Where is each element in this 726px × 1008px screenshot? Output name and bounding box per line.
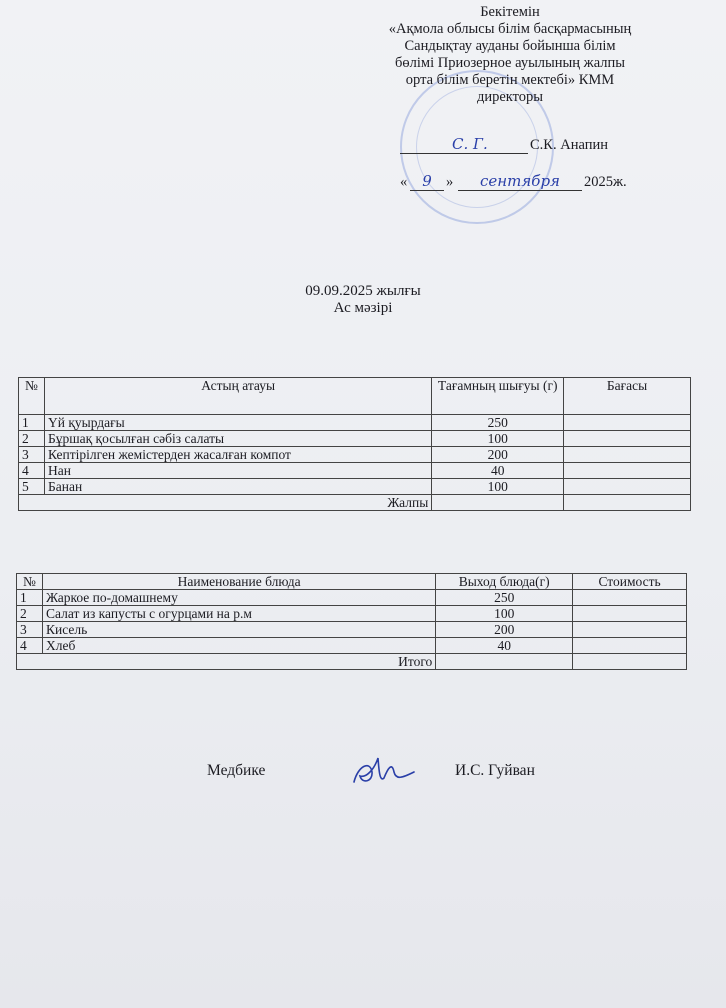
dish-name: Кептірілген жемістерден жасалған компот bbox=[44, 447, 431, 463]
director-signature-row bbox=[400, 137, 640, 159]
total-yield bbox=[432, 495, 564, 511]
director-signature: С. Г. bbox=[452, 135, 488, 153]
table-total-row bbox=[17, 654, 687, 670]
dish-yield: 250 bbox=[436, 590, 573, 606]
total-yield bbox=[436, 654, 573, 670]
table-row bbox=[19, 463, 691, 479]
dish-name: Банан bbox=[44, 479, 431, 495]
director-name: С.К. Анапин bbox=[530, 137, 608, 153]
table-header-row bbox=[19, 378, 691, 415]
dish-name: Кисель bbox=[42, 622, 435, 638]
row-number: 4 bbox=[17, 638, 43, 654]
date-close-quote: » bbox=[446, 174, 454, 190]
signature-line bbox=[400, 153, 528, 154]
approval-line-1: «Ақмола облысы білім басқармасының bbox=[388, 21, 632, 37]
dish-name: Үй қуырдағы bbox=[44, 415, 431, 431]
dish-name: Хлеб bbox=[42, 638, 435, 654]
dish-yield: 100 bbox=[432, 431, 564, 447]
kazakh-menu-table bbox=[18, 377, 691, 511]
approval-block bbox=[360, 4, 660, 106]
row-number: 4 bbox=[19, 463, 45, 479]
approval-line-5: директоры bbox=[476, 89, 544, 105]
approval-line-2: Сандықтау ауданы бойынша білім bbox=[404, 38, 616, 54]
dish-price bbox=[573, 606, 687, 622]
dish-yield: 250 bbox=[432, 415, 564, 431]
dish-name: Жаркое по-домашнему bbox=[42, 590, 435, 606]
column-header-yield: Выход блюда(г) bbox=[436, 574, 573, 590]
table-row bbox=[17, 606, 687, 622]
table-header-row bbox=[17, 574, 687, 590]
row-number: 3 bbox=[17, 622, 43, 638]
date-day: 9 bbox=[410, 172, 444, 191]
column-header-price: Бағасы bbox=[564, 378, 691, 415]
dish-yield: 200 bbox=[436, 622, 573, 638]
dish-price bbox=[564, 431, 691, 447]
dish-yield: 100 bbox=[436, 606, 573, 622]
column-header-dish: Наименование блюда bbox=[42, 574, 435, 590]
dish-yield: 40 bbox=[432, 463, 564, 479]
row-number: 1 bbox=[19, 415, 45, 431]
nurse-signature-scribble bbox=[348, 748, 418, 792]
column-header-price: Стоимость bbox=[573, 574, 687, 590]
row-number: 2 bbox=[19, 431, 45, 447]
dish-price bbox=[564, 463, 691, 479]
column-header-yield: Тағамның шығуы (г) bbox=[432, 378, 564, 415]
table-row bbox=[17, 638, 687, 654]
total-price bbox=[564, 495, 691, 511]
column-header-dish: Астың атауы bbox=[44, 378, 431, 415]
dish-yield: 40 bbox=[436, 638, 573, 654]
dish-name: Бұршақ қосылған сәбіз салаты bbox=[44, 431, 431, 447]
nurse-role: Медбике bbox=[207, 762, 266, 779]
total-label: Жалпы bbox=[19, 495, 432, 511]
table-row bbox=[17, 622, 687, 638]
dish-name: Салат из капусты с огурцами на р.м bbox=[42, 606, 435, 622]
table-total-row bbox=[19, 495, 691, 511]
row-number: 5 bbox=[19, 479, 45, 495]
column-header-number: № bbox=[19, 378, 45, 415]
table-row bbox=[19, 479, 691, 495]
date-open-quote: « bbox=[400, 174, 408, 190]
dish-price bbox=[573, 638, 687, 654]
approval-date bbox=[400, 174, 670, 198]
row-number: 3 bbox=[19, 447, 45, 463]
row-number: 1 bbox=[17, 590, 43, 606]
row-number: 2 bbox=[17, 606, 43, 622]
column-header-number: № bbox=[17, 574, 43, 590]
table-row bbox=[17, 590, 687, 606]
dish-price bbox=[564, 447, 691, 463]
dish-name: Нан bbox=[44, 463, 431, 479]
total-price bbox=[573, 654, 687, 670]
russian-menu-table bbox=[16, 573, 687, 670]
date-title: 09.09.2025 жылғы bbox=[305, 283, 421, 299]
dish-price bbox=[573, 590, 687, 606]
nurse-name: И.С. Гуйван bbox=[455, 762, 535, 779]
approval-line-4: орта білім беретін мектебі» КММ bbox=[405, 72, 615, 88]
dish-price bbox=[564, 479, 691, 495]
dish-price bbox=[573, 622, 687, 638]
approval-heading: Бекітемін bbox=[480, 4, 540, 20]
table-row bbox=[19, 447, 691, 463]
total-label: Итого bbox=[17, 654, 436, 670]
menu-title: Ас мәзірі bbox=[333, 300, 393, 316]
approval-line-3: бөлімі Приозерное ауылының жалпы bbox=[395, 55, 625, 71]
table-row bbox=[19, 415, 691, 431]
date-year: 2025ж. bbox=[584, 174, 627, 190]
dish-yield: 200 bbox=[432, 447, 564, 463]
date-month: сентября bbox=[458, 172, 582, 191]
dish-price bbox=[564, 415, 691, 431]
dish-yield: 100 bbox=[432, 479, 564, 495]
table-row bbox=[19, 431, 691, 447]
